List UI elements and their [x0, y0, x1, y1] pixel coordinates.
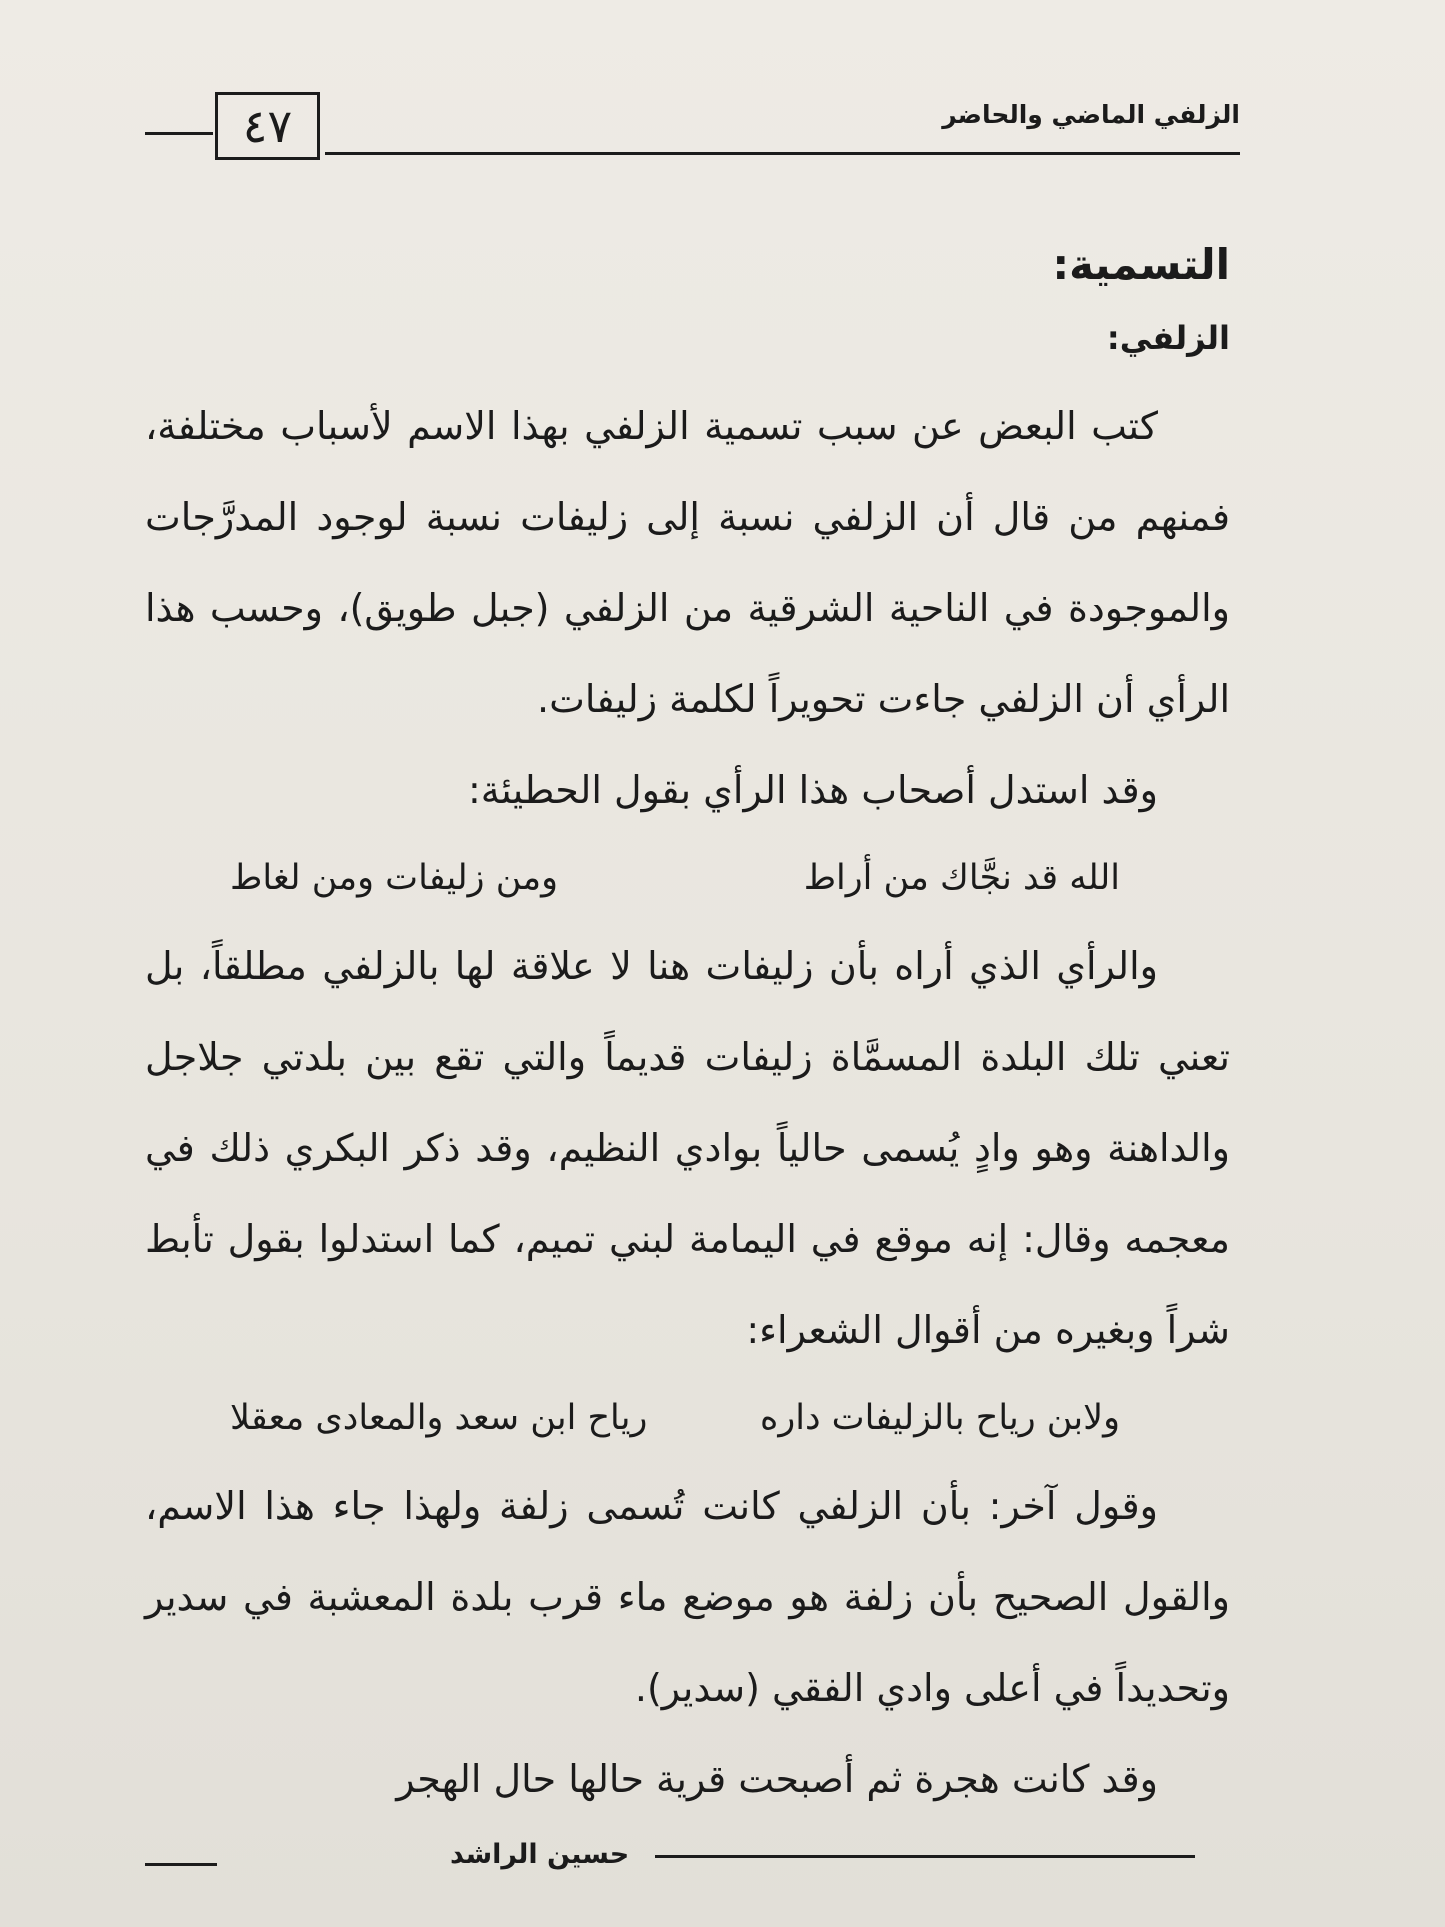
sub-title: الزلفي: [1106, 319, 1230, 357]
verse-first-hemistich: الله قد نجَّاك من أراط [803, 858, 1120, 898]
paragraph-other-opinion: وقول آخر: بأن الزلفي كانت تُسمى زلفة ولهذا جاء هذا الاسم، والقول الصحيح بأن زلفة هو موضع ماء قرب بلدة المعشبة في سدير وتحديداً في أعلى وادي الفقي (سدير). [145, 1484, 1230, 1710]
paragraph-naming-origin: كتب البعض عن سبب تسمية الزلفي بهذا الاسم لأسباب مختلفة، فمنهم من قال أن الزلفي نسبة إلى زليفات نسبة لوجود المدرَّجات والموجودة في الناحية الشرقية من الزلفي (جبل طويق)، وحسب هذا الرأي أن الزلفي جاءت تحويراً لكلمة زليفات. [145, 404, 1230, 721]
verse-first-hemistich: ولابن رياح بالزليفات داره [760, 1398, 1120, 1438]
paragraph-author-opinion: والرأي الذي أراه بأن زليفات هنا لا علاقة لها بالزلفي مطلقاً، بل تعني تلك البلدة المسمَّاة زليفات قديماً والتي تقع بين بلدتي جلاجل والداهنة وهو وادٍ يُسمى حالياً بوادي النظيم، وقد ذكر البكري ذلك في معجمه وقال: إنه موقع في اليمامة لبني تميم، كما استدلوا بقول تأبط شراً وبغيره من أقوال الشعراء: [145, 944, 1230, 1352]
poem-verse [145, 836, 1230, 921]
poem-verse [145, 1376, 1230, 1461]
page-footer [145, 1835, 1195, 1875]
author-name: حسين الراشد [450, 1839, 630, 1870]
book-title: الزلفي الماضي والحاضر [942, 100, 1240, 129]
verse-second-hemistich: رياح ابن سعد والمعادى معقلا [230, 1398, 648, 1438]
verse-second-hemistich: ومن زليفات ومن لغاط [230, 858, 558, 898]
footer-rule-right [655, 1855, 1195, 1858]
section-title: التسمية: [1052, 240, 1230, 289]
page-content [145, 235, 1230, 1825]
paragraph-hijra: وقد كانت هجرة ثم أصبحت قرية حالها حال الهجر [396, 1757, 1158, 1801]
header-rule-right [325, 152, 1240, 155]
paragraph-hutaia-intro: وقد استدل أصحاب هذا الرأي بقول الحطيئة: [468, 768, 1158, 812]
header-rule-left [145, 132, 213, 135]
footer-rule-left [145, 1863, 217, 1866]
page-number: ٤٧ [215, 92, 320, 160]
page-header [145, 92, 1240, 162]
